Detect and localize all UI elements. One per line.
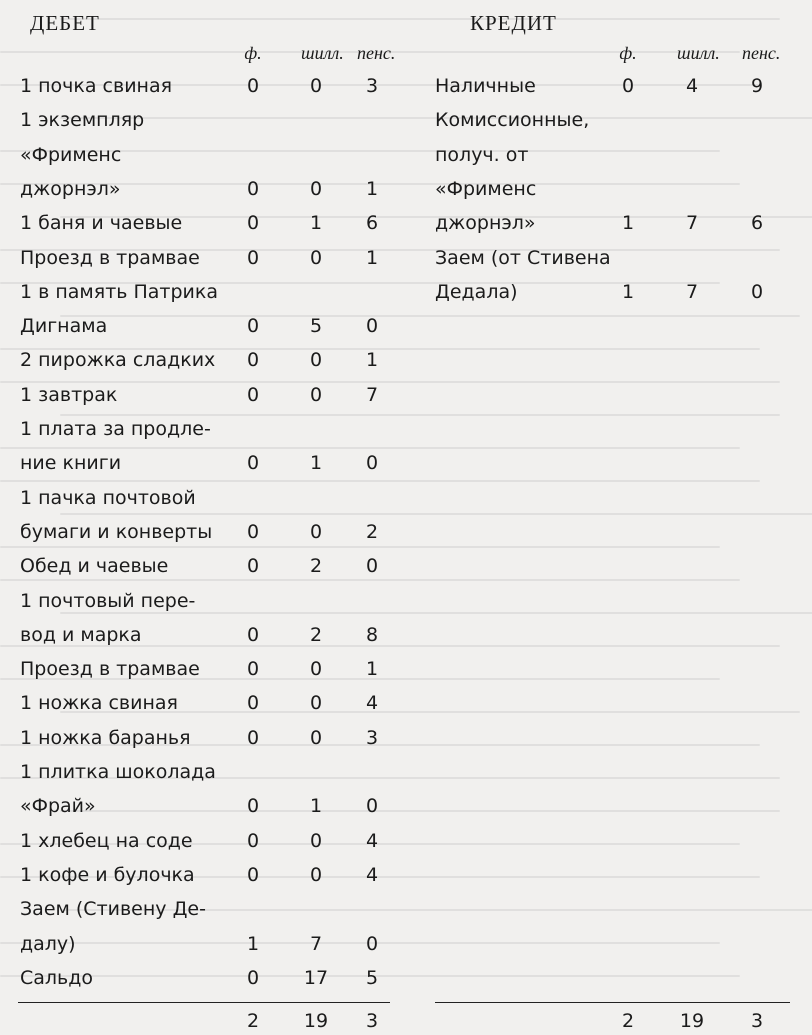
bleed-line bbox=[60, 18, 780, 20]
credit-unit-pounds: ф. bbox=[619, 43, 637, 63]
credit-amount-pence: 6 bbox=[750, 212, 764, 235]
credit-amount-shillings: 4 bbox=[685, 75, 699, 97]
bleed-line bbox=[0, 447, 740, 449]
bleed-line bbox=[60, 513, 812, 515]
debit-amount-shillings: 7 bbox=[309, 932, 323, 955]
debit-unit-pence: пенс. bbox=[357, 43, 396, 63]
bleed-line bbox=[0, 480, 760, 482]
credit-item-label: Наличные bbox=[435, 75, 536, 97]
debit-amount-pounds: 0 bbox=[246, 555, 260, 578]
debit-item-label: 1 хлебец на соде bbox=[20, 829, 193, 852]
credit-total-shillings: 19 bbox=[679, 1010, 705, 1032]
debit-amount-pounds: 0 bbox=[246, 520, 260, 543]
debit-amount-shillings: 1 bbox=[309, 452, 323, 475]
debit-item-label: джорнэл» bbox=[20, 177, 121, 200]
credit-amount-shillings: 7 bbox=[685, 280, 699, 303]
credit-header: КРЕДИТ bbox=[470, 11, 557, 35]
debit-amount-pounds: 0 bbox=[246, 75, 260, 97]
bleed-line bbox=[60, 414, 780, 416]
debit-unit-shillings: шилл. bbox=[301, 43, 344, 63]
debit-amount-pounds: 0 bbox=[246, 349, 260, 372]
credit-amount-pounds: 1 bbox=[621, 280, 635, 303]
debit-amount-pence: 6 bbox=[365, 212, 379, 235]
debit-item-label: 1 в память Патрика bbox=[20, 280, 219, 303]
debit-amount-pence: 2 bbox=[365, 520, 379, 543]
debit-amount-shillings: 0 bbox=[309, 658, 323, 681]
debit-total-pence: 3 bbox=[365, 1010, 379, 1032]
debit-amount-pounds: 0 bbox=[246, 212, 260, 235]
debit-item-label: 1 почка свиная bbox=[20, 75, 173, 97]
debit-amount-pence: 4 bbox=[365, 863, 379, 886]
bleed-line bbox=[60, 810, 780, 812]
debit-item-label: Проезд в трамвае bbox=[20, 246, 200, 269]
debit-amount-pounds: 0 bbox=[246, 966, 260, 989]
debit-item-label: «Фрай» bbox=[20, 795, 96, 818]
debit-amount-pence: 1 bbox=[365, 246, 379, 269]
debit-amount-pence: 5 bbox=[365, 966, 379, 989]
debit-amount-pence: 1 bbox=[365, 658, 379, 681]
debit-amount-pounds: 0 bbox=[246, 177, 260, 200]
debit-amount-pence: 0 bbox=[365, 555, 379, 578]
debit-amount-pence: 0 bbox=[365, 795, 379, 818]
debit-item-label: Обед и чаевые bbox=[20, 555, 169, 578]
debit-amount-shillings: 0 bbox=[309, 863, 323, 886]
debit-amount-pence: 8 bbox=[365, 623, 379, 646]
debit-item-label: Сальдо bbox=[20, 966, 94, 989]
debit-amount-pounds: 0 bbox=[246, 692, 260, 715]
debit-amount-shillings: 0 bbox=[309, 726, 323, 749]
debit-total-pounds: 2 bbox=[246, 1010, 260, 1032]
debit-unit-pounds: ф. bbox=[244, 43, 262, 63]
debit-amount-shillings: 1 bbox=[309, 212, 323, 235]
debit-amount-shillings: 0 bbox=[309, 692, 323, 715]
debit-item-label: 1 экземпляр bbox=[20, 109, 145, 132]
debit-amount-shillings: 0 bbox=[309, 75, 323, 97]
credit-amount-pence: 9 bbox=[750, 75, 764, 97]
debit-item-label: 1 пачка почтовой bbox=[20, 486, 196, 509]
debit-item-label: Дигнама bbox=[20, 315, 108, 338]
credit-total-pounds: 2 bbox=[621, 1010, 635, 1032]
credit-amount-pounds: 1 bbox=[621, 212, 635, 235]
debit-amount-shillings: 2 bbox=[309, 623, 323, 646]
credit-total-rule bbox=[435, 1002, 790, 1003]
debit-amount-shillings: 0 bbox=[309, 520, 323, 543]
debit-amount-pounds: 0 bbox=[246, 829, 260, 852]
debit-item-label: 1 ножка свиная bbox=[20, 692, 178, 715]
debit-item-label: 2 пирожка сладких bbox=[20, 349, 216, 372]
debit-amount-pounds: 1 bbox=[246, 932, 260, 955]
credit-unit-shillings: шилл. bbox=[677, 43, 720, 63]
credit-amount-pounds: 0 bbox=[621, 75, 635, 97]
credit-item-label: Дедала) bbox=[435, 280, 518, 303]
debit-item-label: 1 баня и чаевые bbox=[20, 212, 183, 235]
debit-item-label: Заем (Стивену Де- bbox=[20, 898, 206, 921]
debit-amount-pounds: 0 bbox=[246, 623, 260, 646]
debit-item-label: ние книги bbox=[20, 452, 122, 475]
debit-item-label: вод и марка bbox=[20, 623, 142, 646]
debit-amount-pounds: 0 bbox=[246, 246, 260, 269]
debit-item-label: 1 плата за продле- bbox=[20, 418, 211, 440]
debit-amount-pounds: 0 bbox=[246, 452, 260, 475]
credit-amount-pence: 0 bbox=[750, 280, 764, 303]
bleed-line bbox=[0, 381, 780, 383]
debit-item-label: далу) bbox=[20, 932, 76, 955]
debit-amount-pence: 1 bbox=[365, 177, 379, 200]
debit-amount-shillings: 0 bbox=[309, 829, 323, 852]
debit-item-label: бумаги и конверты bbox=[20, 520, 213, 543]
credit-item-label: «Фрименс bbox=[435, 177, 537, 200]
debit-item-label: 1 ножка баранья bbox=[20, 726, 191, 749]
debit-amount-pounds: 0 bbox=[246, 658, 260, 681]
credit-amount-shillings: 7 bbox=[685, 212, 699, 235]
debit-item-label: «Фрименс bbox=[20, 143, 122, 166]
debit-amount-pounds: 0 bbox=[246, 795, 260, 818]
credit-item-label: получ. от bbox=[435, 143, 529, 166]
debit-amount-pounds: 0 bbox=[246, 726, 260, 749]
debit-amount-pounds: 0 bbox=[246, 383, 260, 406]
debit-item-label: Проезд в трамвае bbox=[20, 658, 200, 681]
debit-amount-pounds: 0 bbox=[246, 315, 260, 338]
debit-amount-shillings: 0 bbox=[309, 177, 323, 200]
bleed-line bbox=[0, 546, 720, 548]
credit-unit-pence: пенс. bbox=[742, 43, 781, 63]
debit-amount-shillings: 1 bbox=[309, 795, 323, 818]
bleed-line bbox=[0, 579, 740, 581]
debit-amount-shillings: 17 bbox=[303, 966, 329, 989]
debit-amount-pence: 0 bbox=[365, 315, 379, 338]
credit-item-label: Комиссионные, bbox=[435, 109, 590, 132]
debit-amount-shillings: 0 bbox=[309, 349, 323, 372]
credit-total-pence: 3 bbox=[750, 1010, 764, 1032]
credit-item-label: джорнэл» bbox=[435, 212, 536, 235]
debit-amount-pence: 3 bbox=[365, 726, 379, 749]
debit-amount-shillings: 2 bbox=[309, 555, 323, 578]
debit-amount-shillings: 0 bbox=[309, 246, 323, 269]
debit-amount-pence: 1 bbox=[365, 349, 379, 372]
debit-amount-pence: 7 bbox=[365, 383, 379, 406]
debit-amount-pence: 4 bbox=[365, 829, 379, 852]
debit-header: ДЕБЕТ bbox=[30, 11, 100, 35]
debit-item-label: 1 завтрак bbox=[20, 383, 118, 406]
credit-item-label: Заем (от Стивена bbox=[435, 246, 611, 269]
debit-amount-pence: 3 bbox=[365, 75, 379, 97]
debit-total-rule bbox=[18, 1002, 390, 1003]
debit-item-label: 1 плитка шоколада bbox=[20, 761, 216, 783]
debit-item-label: 1 почтовый пере- bbox=[20, 589, 196, 612]
debit-amount-pence: 4 bbox=[365, 692, 379, 715]
debit-total-shillings: 19 bbox=[303, 1010, 329, 1032]
debit-amount-pence: 0 bbox=[365, 932, 379, 955]
bleed-line bbox=[60, 315, 800, 317]
bleed-line bbox=[60, 612, 812, 614]
debit-amount-shillings: 0 bbox=[309, 383, 323, 406]
debit-amount-pounds: 0 bbox=[246, 863, 260, 886]
debit-amount-pence: 0 bbox=[365, 452, 379, 475]
debit-amount-shillings: 5 bbox=[309, 315, 323, 338]
debit-item-label: 1 кофе и булочка bbox=[20, 863, 195, 886]
